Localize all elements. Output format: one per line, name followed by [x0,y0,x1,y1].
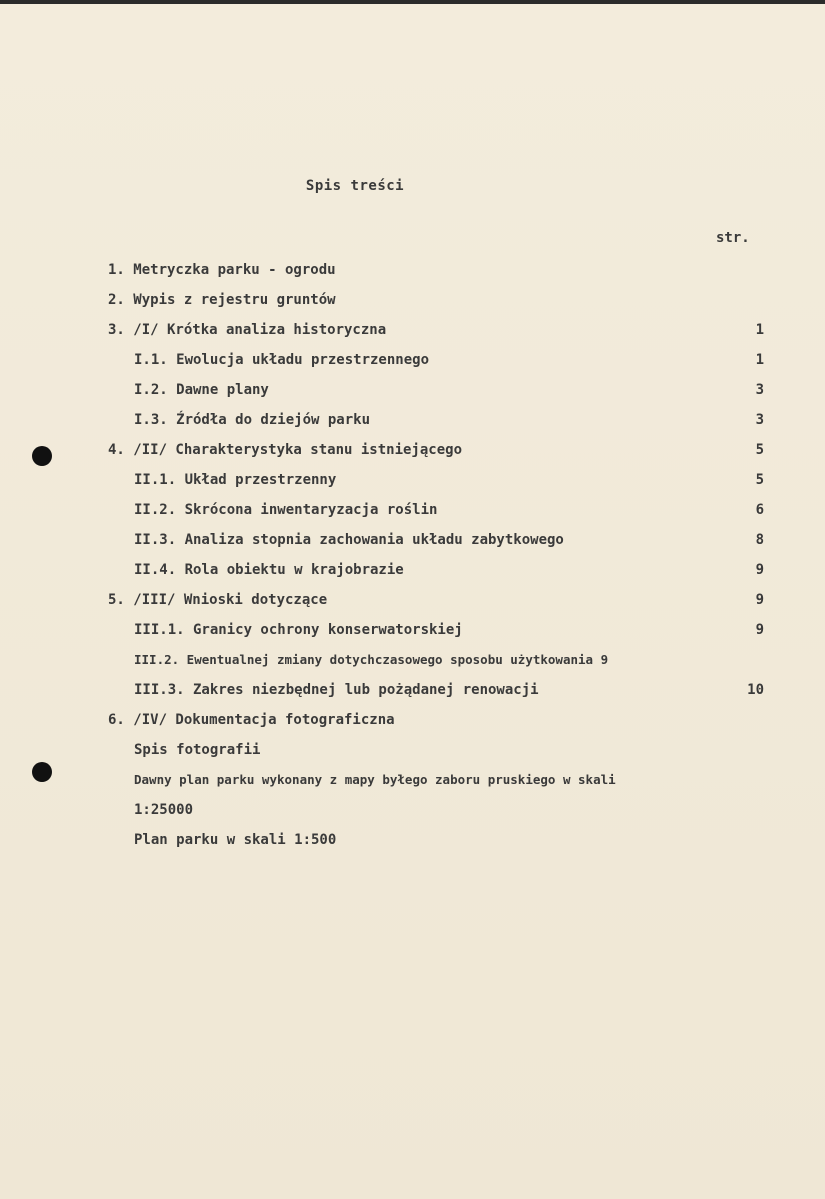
toc-entry: 1. Metryczka parku - ogrodu [108,262,336,278]
toc-page-number [734,740,764,760]
toc-page-number: 3 [755,412,764,428]
toc-page-number [734,650,764,670]
toc-entry: Spis fotografii [134,742,261,758]
toc-page-number: 1 [755,352,764,368]
toc-page-number [734,710,764,730]
toc-page-number: 5 [755,442,764,458]
toc-entry: Dawny plan parku wykonany z mapy byłego zaboru pruskiego w skali [134,772,616,787]
toc-entry: I.1. Ewolucja układu przestrzennego [134,352,430,368]
page-title: Spis treści [305,178,405,194]
toc-entry: 6. /IV/ Dokumentacja fotograficzna [108,712,395,728]
toc-entry: III.1. Granicy ochrony konserwatorskiej [134,622,463,638]
toc-page-number [734,290,764,310]
toc-page-number: 9 [755,562,764,578]
toc-entry: I.3. Źródła do dziejów parku [134,412,371,428]
toc-entry: 4. /II/ Charakterystyka stanu istniejącego [108,442,463,458]
toc-entry: II.4. Rola obiektu w krajobrazie [134,562,404,578]
toc-entry: II.3. Analiza stopnia zachowania układu zabytkowego [134,532,564,548]
toc-entry: 3. /I/ Krótka analiza historyczna [108,322,387,338]
toc-page-number: 8 [755,532,764,548]
toc-page-number: 6 [755,502,764,518]
toc-entry: Plan parku w skali 1:500 [134,832,337,848]
toc-page-number [734,260,764,280]
toc-entry: III.2. Ewentualnej zmiany dotychczasowego sposobu użytkowania 9 [134,652,609,667]
toc-page-number: 9 [755,592,764,608]
toc-entry: II.2. Skrócona inwentaryzacja roślin [134,502,438,518]
toc-page-number: 1 [755,322,764,338]
toc-page-number: 5 [755,472,764,488]
toc-entry: 1:25000 [134,802,194,818]
toc-page-number [734,800,764,820]
toc-entry: 2. Wypis z rejestru gruntów [108,292,336,308]
toc-entry: II.1. Układ przestrzenny [134,472,337,488]
toc-entry: I.2. Dawne plany [134,382,269,398]
toc-entry: III.3. Zakres niezbędnej lub pożądanej renowacji [134,682,539,698]
toc-entry: 5. /III/ Wnioski dotyczące [108,592,328,608]
toc-page-number [734,830,764,850]
toc-page-number: 10 [747,682,764,698]
toc-page-number: 3 [755,382,764,398]
page-column-label: str. [716,230,750,246]
toc-page-number [734,770,764,790]
toc-page-number: 9 [755,622,764,638]
